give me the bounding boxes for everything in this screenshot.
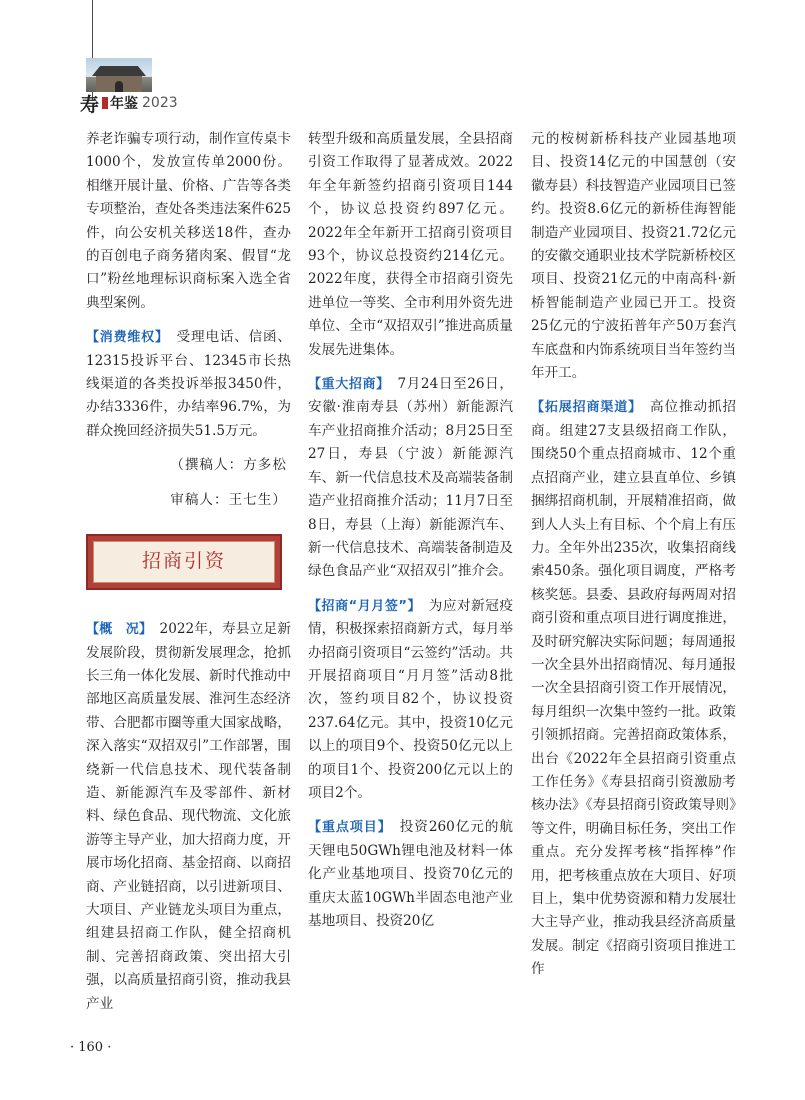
column-3 bbox=[531, 128, 736, 993]
section-tag: 【消费维权】 bbox=[86, 330, 163, 346]
section-tag: 【拓展招商渠道】 bbox=[531, 400, 636, 416]
paragraph-text: 投资260亿元的航天锂电50GWh锂电池及材料一体化产业基地项目、投资70亿元的重庆太蓝10GWh半固态电池产业基地项目、投资20亿 bbox=[308, 819, 513, 929]
credit-reviewer: 审稿人：王七生） bbox=[170, 491, 287, 508]
paragraph: 元的桉树新桥科技产业园基地项目、投资14亿元的中国慧创（安徽寿县）科技智造产业园项目已签约。投资8.6亿元的新桥佳海智能制造产业园项目、投资21.72亿元的安徽交通职业技术学院新桥校区项目、投资21亿元的中南高科·新桥智能制造产业园已开工。投资25亿元的宁波拓普年产50万套汽车底盘和内饰系统项目当年签约当年开工。 bbox=[531, 131, 736, 382]
yearbook-title-nianjian: 年鉴 bbox=[110, 96, 139, 112]
paragraph-text: 7月24日至26日，安徽·淮南寿县（苏州）新能源汽车产业招商推介活动；8月25日至27日，寿县（宁波）新能源汽车、新一代信息技术及高端装备制造产业招商推介活动；11月7日至8日，寿县（上海）新能源汽车、新一代信息技术、高端装备制造及绿色食品产业“双招双引”推介会。 bbox=[308, 376, 513, 580]
gate-arch-shape bbox=[115, 81, 123, 92]
paragraph-text: 受理电话、信函、12315投诉平台、12345市长热线渠道的各类投诉举报3450件，办结3336件，办结率96.7%，为群众挽回经济损失51.5万元。 bbox=[86, 329, 291, 439]
paragraph-consumer-rights bbox=[86, 326, 291, 443]
header-gate-photo bbox=[86, 58, 152, 92]
section-tag: 【重点项目】 bbox=[308, 820, 386, 836]
section-tag: 【重大招商】 bbox=[308, 377, 384, 393]
paragraph-key-projects bbox=[308, 816, 513, 933]
paragraph-monthly-signing bbox=[308, 595, 513, 806]
paragraph: 转型升级和高质量发展，全县招商引资工作取得了显著成效。2022年全年新签约招商引资项目144个，协议总投资约897亿元。2022年全年新开工招商引资项目93个，协议总投资约214亿元。2022年度，获得全市招商引资先进单位一等奖、全市利用外资先进单位、全市“双招双引”推进高质量发展先进集体。 bbox=[308, 131, 513, 358]
paragraph-text: 为应对新冠疫情，积极探索招商新方式，每月举办招商引资项目“云签约”活动。共开展招商项目“月月签”活动8批次，签约项目82个，协议投资237.64亿元。其中，投资10亿元以上的项目9个、投资50亿元以上的项目1个、投资200亿元以上的项目2个。 bbox=[308, 597, 514, 801]
column-1 bbox=[86, 128, 291, 1027]
seal-icon bbox=[102, 97, 108, 109]
section-heading-inner bbox=[93, 541, 275, 583]
paragraph-overview bbox=[86, 618, 291, 1016]
paragraph: 养老诈骗专项行动，制作宣传桌卡1000个，发放宣传单2000份。相继开展计量、价格、广告等各类专项整治，查处各类违法案件625件，向公安机关移送18件，查办的百创电子商务猪肉案、假冒“龙口”粉丝地理标识商标案入选全省典型案例。 bbox=[86, 131, 291, 311]
section-tag: 【招商“月月签”】 bbox=[308, 598, 415, 614]
gate-roof-shape bbox=[92, 66, 146, 76]
column-2 bbox=[308, 128, 513, 944]
section-heading: 招商引资 bbox=[141, 550, 226, 573]
paragraph-text: 2022年，寿县立足新发展阶段，贯彻新发展理念，抢抓长三角一体化发展、新时代推动中部地区高质量发展、淮河生态经济带、合肥都市圈等重大国家战略，深入落实“双招双引”工作部署，围绕新一代信息技术、现代装备制造、新能源汽车及零部件、新材料、绿色食品、现代物流、文化旅游等主导产业，加大招商力度，开展市场化招商、基金招商、以商招商、产业链招商，以引进新项目、大项目、产业链龙头项目为重点，组建县招商工作队，健全招商机制、完善招商政策、突出招大引强，以高质量招商引资，推动我县产业 bbox=[86, 621, 291, 1012]
paragraph-major-investment bbox=[308, 373, 513, 584]
yearbook-year: 2023 bbox=[142, 95, 178, 111]
yearbook-title bbox=[80, 92, 178, 114]
yearbook-title-shou: 寿 bbox=[80, 93, 101, 116]
paragraph-text: 高位推动抓招商。组建27支县级招商工作队，围绕50个重点招商城市、12个重点招商产业，建立县直单位、乡镇捆绑招商机制，开展精准招商，做到人人头上有目标、个个肩上有压力。全年外出235次，收集招商线索450条。强化项目调度，严格考核奖惩。县委、县政府每两周对招商引资和重点项目进行调度推进，及时研究解决实际问题；每周通报一次全县外出招商情况、每月通报一次全县招商引资工作开展情况，每月组织一次集中签约一批。政策引领抓招商。完善招商政策体系，出台《2022年全县招商引资重点工作任务》《寿县招商引资激励考核办法》《寿县招商引资政策导则》等文件，明确目标任务，突出工作重点。充分发挥考核“指挥棒”作用，把考核重点放在大项目、好项目上，集中优势资源和精力发展壮大主导产业，推动我县经济高质量发展。制定《招商引资项目推进工作 bbox=[531, 399, 736, 978]
page-number: · 160 · bbox=[70, 1040, 112, 1055]
credit-writer: （撰稿人：方多松 bbox=[170, 457, 287, 474]
section-tag: 【概 况】 bbox=[86, 622, 146, 638]
paragraph-expand-channels bbox=[531, 396, 736, 981]
section-heading-box bbox=[86, 534, 282, 590]
